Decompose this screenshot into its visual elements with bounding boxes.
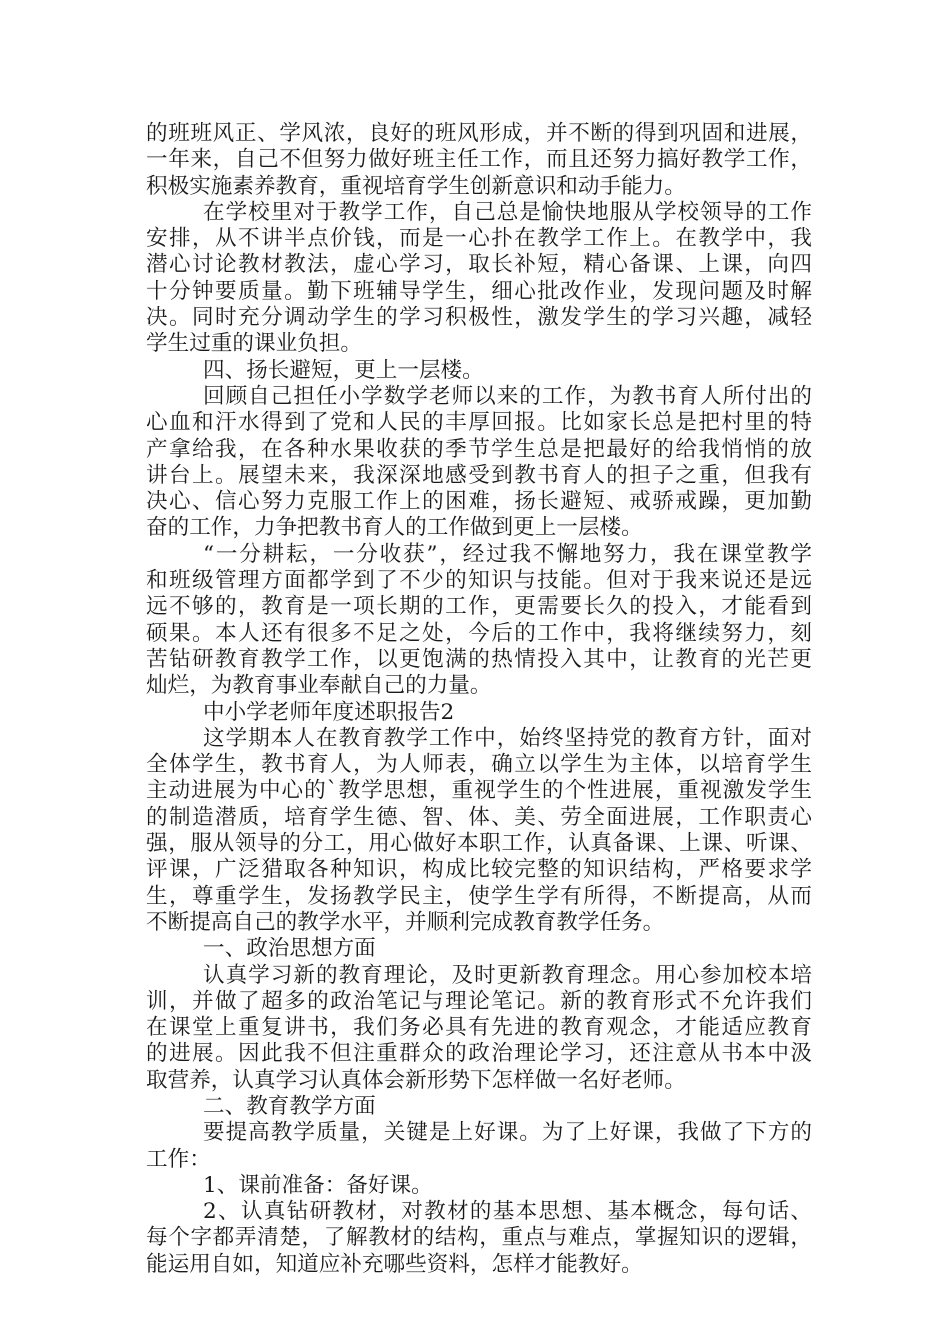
- text-line: 生，尊重学生，发扬教学民主，使学生学有所得，不断提高，从而: [146, 883, 812, 909]
- text-line: 的制造潜质，培育学生德、智、体、美、劳全面进展，工作职责心: [146, 804, 812, 830]
- text-line: 一、政治思想方面: [203, 936, 376, 962]
- text-line: 决。同时充分调动学生的学习积极性，激发学生的学习兴趣，减轻: [146, 305, 812, 331]
- text-line: 评课，广泛猎取各种知识，构成比较完整的知识结构，严格要求学: [146, 857, 812, 883]
- text-line: 能运用自如，知道应补充哪些资料，怎样才能教好。: [146, 1251, 643, 1277]
- text-line: 四、扬长避短，更上一层楼。: [203, 357, 484, 383]
- document-body: [146, 121, 812, 1278]
- text-line: 在课堂上重复讲书，我们务必具有先进的教育观念，才能适应教育: [146, 1015, 812, 1041]
- text-line: “一分耕耘，一分收获”，经过我不懈地努力，我在课堂教学: [203, 541, 812, 567]
- text-line: 主动进展为中心的`教学思想，重视学生的个性进展，重视激发学生: [146, 778, 812, 804]
- text-line: 不断提高自己的教学水平，并顺利完成教育教学任务。: [146, 909, 665, 935]
- text-line: 讲台上。展望未来，我深深地感受到教书育人的担子之重，但我有: [146, 462, 812, 488]
- text-line: 的进展。因此我不但注重群众的政治理论学习，还注意从书本中汲: [146, 1041, 812, 1067]
- text-line: 决心、信心努力克服工作上的困难，扬长避短、戒骄戒躁，更加勤: [146, 489, 812, 515]
- text-line: 硕果。本人还有很多不足之处，今后的工作中，我将继续努力，刻: [146, 620, 812, 646]
- text-line: 回顾自己担任小学数学老师以来的工作，为教书育人所付出的: [203, 383, 812, 409]
- text-line: 强，服从领导的分工，用心做好本职工作，认真备课、上课、听课、: [146, 831, 812, 857]
- text-line: 潜心讨论教材教法，虚心学习，取长补短，精心备课、上课，向四: [146, 252, 812, 278]
- text-line: 远不够的，教育是一项长期的工作，更需要长久的投入，才能看到: [146, 594, 812, 620]
- text-line: 中小学老师年度述职报告2: [203, 699, 455, 725]
- text-line: 和班级管理方面都学到了不少的知识与技能。但对于我来说还是远: [146, 568, 812, 594]
- text-line: 奋的工作，力争把教书育人的工作做到更上一层楼。: [146, 515, 643, 541]
- text-line: 一年来，自己不但努力做好班主任工作，而且还努力搞好教学工作，: [146, 147, 812, 173]
- text-line: 十分钟要质量。勤下班辅导学生，细心批改作业，发现问题及时解: [146, 278, 812, 304]
- text-line: 在学校里对于教学工作，自己总是愉快地服从学校领导的工作: [203, 199, 812, 225]
- text-line: 这学期本人在教育教学工作中，始终坚持党的教育方针，面对: [203, 725, 812, 751]
- text-line: 工作：: [146, 1146, 211, 1172]
- text-line: 2、认真钻研教材，对教材的基本思想、基本概念，每句话、: [203, 1199, 812, 1225]
- text-line: 要提高教学质量，关键是上好课。为了上好课，我做了下方的: [203, 1120, 812, 1146]
- text-line: 苦钻研教育教学工作，以更饱满的热情投入其中，让教育的光芒更: [146, 646, 812, 672]
- text-line: 的班班风正、学风浓，良好的班风形成，并不断的得到巩固和进展，: [146, 121, 812, 146]
- text-line: 训，并做了超多的政治笔记与理论笔记。新的教育形式不允许我们: [146, 988, 812, 1014]
- text-line: 学生过重的课业负担。: [146, 331, 362, 357]
- text-line: 心血和汗水得到了党和人民的丰厚回报。比如家长总是把村里的特: [146, 410, 812, 436]
- text-line: 每个字都弄清楚，了解教材的结构，重点与难点，掌握知识的逻辑，: [146, 1225, 812, 1251]
- text-line: 取营养，认真学习认真体会新形势下怎样做一名好老师。: [146, 1067, 686, 1093]
- text-line: 积极实施素养教育，重视培育学生创新意识和动手能力。: [146, 173, 686, 199]
- text-line: 灿烂，为教育事业奉献自己的力量。: [146, 673, 492, 699]
- text-line: 认真学习新的教育理论，及时更新教育理念。用心参加校本培: [203, 962, 812, 988]
- text-line: 产拿给我，在各种水果收获的季节学生总是把最好的给我悄悄的放: [146, 436, 812, 462]
- text-line: 安排，从不讲半点价钱，而是一心扑在教学工作上。在教学中，我: [146, 226, 812, 252]
- text-line: 二、教育教学方面: [203, 1093, 376, 1119]
- text-line: 全体学生，教书育人，为人师表，确立以学生为主体，以培育学生: [146, 752, 812, 778]
- text-line: 1、课前准备：备好课。: [203, 1172, 433, 1198]
